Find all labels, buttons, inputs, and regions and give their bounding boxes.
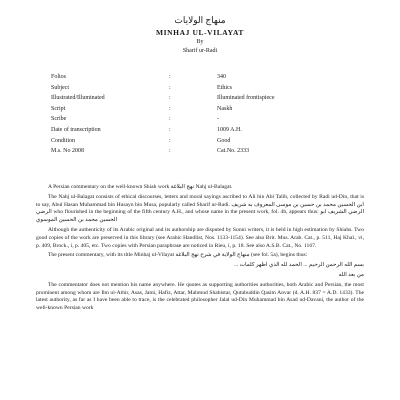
metadata-key: Scribe [51,116,67,123]
paragraph: The commentator does not mention his name anywhere. He quotes as supporting authorities authorities, both Arabic and Persian, the most prominent among whom are Ibn ul-Athir, Asas, Jami, Hafiz, Attar, Mahmud Shabistar, Qutubuddin Qasim Anvar (d. A.H. 837 = A.D. 1433). The latest authority, as far as I have been able to trace, is the celebrated philosopher Jalal ud-Din Muhammad bin Asad ud-Davani, the author of the well-known Persian work [36,281,364,312]
metadata-row [51,136,351,147]
metadata-key: Folios [51,74,67,80]
metadata-key: Script [51,105,66,112]
metadata-key: M.s. No 2008 [51,148,85,155]
metadata-separator: : [169,126,171,133]
metadata-row [51,114,351,125]
metadata-value: Illuminated frontispiece [217,95,275,102]
metadata-key: Subject [51,84,69,91]
metadata-separator: : [169,95,171,102]
metadata-row [51,104,351,115]
document-title: MINHAJ UL-VILAYAT [155,28,245,37]
metadata-value: 1009 A.H. [217,126,242,133]
metadata-value: Naskh [217,105,233,112]
arabic-quotation: من بعد الله [338,271,364,278]
metadata-value: 340 [217,74,226,80]
metadata-separator: : [169,148,171,155]
paragraph: Although the authenticity of its Arabic original and its authorship are disputed by Sunni writers, it is held in high estimation by Shiahs. Two good copies of the work are preserved in this library (see Arabic Handlist, Nos. 1133-1154). See also Brit. Mus. Arab. Cat., p. 511, Haj Khal., vi, p. 409, Brock., i, p. 405, etc. Two copies with Persian paraphrase are noticed in Rieu, i, p. 18. See also A.S.B. Cat., No. 1167. [36,226,364,249]
document-body [36,184,364,315]
metadata-separator: : [169,74,171,80]
paragraph: The present commentary, with its title Minhaj ul-Vilayat منهاج الولاية في شرح نهج البلاغة (see fol. 5a), begins thus: [48,252,308,259]
metadata-table [51,72,351,157]
metadata-value: - [217,116,219,123]
paragraph: A Persian commentary on the well-known Shiah work نهج البلاغة Nahj ul-Balagat. [48,184,233,190]
metadata-row [51,125,351,136]
metadata-value: Good [217,137,231,144]
byline: By [196,39,204,45]
metadata-separator: : [169,137,171,144]
arabic-title: منهاج الولايات [174,15,226,25]
metadata-row [51,72,351,83]
author-name: Sharif ur-Radi [182,48,218,54]
metadata-separator: : [169,84,171,91]
metadata-row [51,146,351,157]
metadata-value: Cat.No. 2333 [217,148,250,155]
metadata-key: Date of transcription [51,126,101,133]
metadata-key: Condition [51,137,76,144]
metadata-separator: : [169,105,171,112]
metadata-row [51,93,351,104]
metadata-row [51,83,351,94]
metadata-value: Ethics [217,84,232,91]
metadata-separator: : [169,116,171,123]
arabic-quotation: بسم الله الرحمن الرحيم ... الحمد لله الذي اظهر كلمات ... [234,262,364,269]
paragraph: The Nahj ul-Balagat consists of ethical discourses, letters and moral sayings ascribed to Ali bin Abi Talib, collected by Radi ud-Din, that is to say, Abul Hasan Muhammad bin Husayn bin Musa, popularly called Sharif ur-Radi. ابن الحسين محمد بن حسين بن موسى المعروف به شريف الرضي who flourished in the beginning of the fifth century A.H., and whose name in the present work, fol. 4b, appears thus: الرضي الشريف ابو الحسين محمد بن الحسين الموسوي [36,193,364,224]
metadata-key: Illustrated/Illuminated [51,95,105,102]
